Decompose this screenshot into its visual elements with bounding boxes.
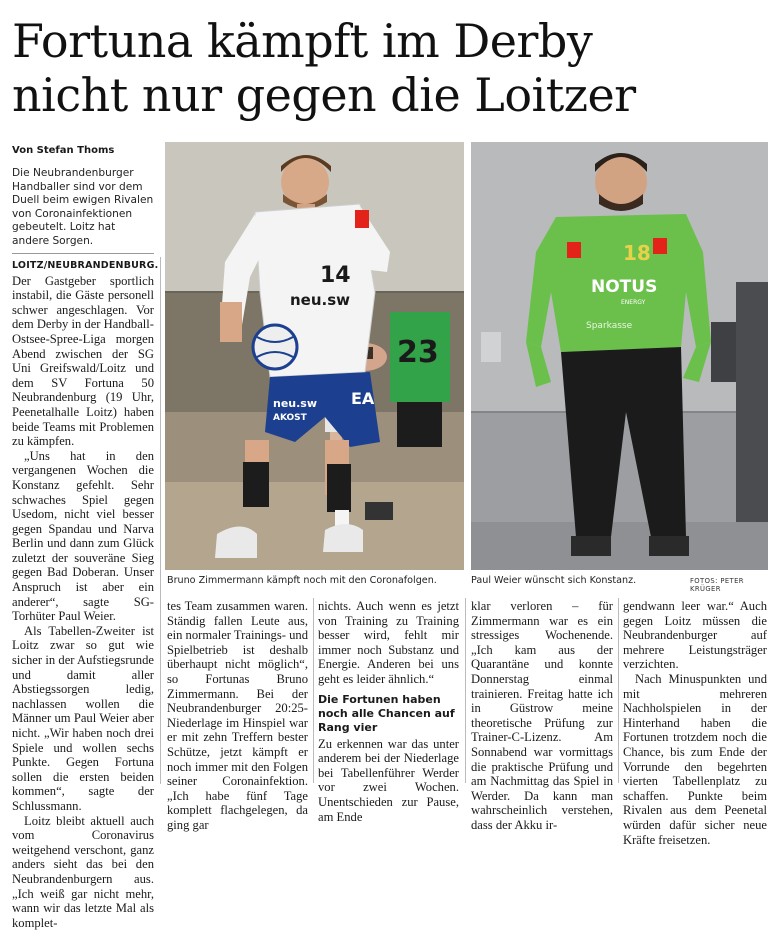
byline: Von Stefan Thoms (12, 145, 115, 156)
photo-paul-weier-image (471, 142, 768, 570)
headline-line-1: Fortuna kämpft im Derby (12, 14, 593, 68)
col3-paragraph-2: Zu erkennen war das unter anderem bei der Niederlage bei Tabellenführer Werder vor zwei Wochen. Unentschieden zur Pause, am Ende (318, 736, 459, 824)
col1-paragraph-2: „Uns hat in den vergangenen Wochen die Konstanz gefehlt. Sehr schwaches Spiel gegen Usedom, nicht viel besser gegen Spandau und Narva Berlin und dann zum Glück zuletzt der souveräne Sieg gegen Bad Doberan. Unser Anspruch ist aber ein anderer“, sagte SG-Torhüter Paul Weier. (12, 448, 154, 624)
gk-jersey-number: 18 (623, 241, 651, 265)
shorts-text: AKOST (273, 413, 307, 423)
article-column-2 (167, 599, 308, 833)
col1-paragraph-1: Der Gastgeber sportlich instabil, die Gäste personell schwer angeschlagen. Vor dem Derby in der Handball-Ostsee-Spree-Liga morgen Abend zwischen der SG Uni Greifswald/Loitz und dem SV Fortuna 50 Neubrandenburg (19 Uhr, Peenetalhalle Loitz) haben beide Teams mit Problemen zu kämpfen. (12, 273, 154, 449)
col5-paragraph-1: gendwann leer war.“ Auch gegen Loitz müssen die Neubrandenburger auf mehrere Leistungsträger verzichten. (623, 599, 767, 672)
jersey-number-14: 14 (320, 263, 351, 288)
col5-paragraph-2: Nach Minuspunkten und mit mehreren Nachholspielen in der Hinterhand haben die Fortunen trotzdem noch die Chance, bis zum Ende der Vorrunde den begehrten vierten Tabellenplatz zu schaffen. Punkte beim Rivalen aus dem Peenetal würden dafür sicher neue Kräfte freisetzen. (623, 671, 767, 847)
column-divider (313, 598, 314, 783)
col3-paragraph-1: nichts. Auch wenn es jetzt von Training zu Training besser wird, fehlt mir immer noch Substanz und Energie. Anderen bei uns geht es leider ähnlich.“ (318, 599, 459, 686)
dateline: LOITZ/NEUBRANDENBURG. (12, 260, 159, 271)
gk-jersey-text: Sparkasse (586, 321, 633, 331)
article-column-1 (12, 257, 159, 930)
shorts-side-text: EA (351, 389, 375, 408)
article-column-5 (623, 599, 767, 847)
headline-line-2: nicht nur gegen die Loitzer (12, 68, 636, 122)
headline (12, 14, 764, 122)
teaser: Die Neubrandenburger Handballer sind vor dem Duell beim ewigen Rivalen von Coronainfektionen gebeutelt. Loitz hat andere Sorgen. (12, 167, 154, 247)
column-divider (465, 598, 466, 783)
shorts-sponsor: neu.sw (273, 397, 318, 410)
column-divider (160, 257, 161, 784)
photo-bruno-zimmermann-image (165, 142, 464, 570)
jersey-sponsor: neu.sw (290, 291, 351, 309)
photo-1-caption: Bruno Zimmermann kämpft noch mit den Coronafolgen. (167, 575, 437, 586)
col1-paragraph-3: Als Tabellen-Zweiter ist Loitz zwar so gut wie sicher in der Aufstiegsrunde und damit aller Abstiegssorgen ledig, nachlassen wollen die Männer um Paul Weier aber nicht. „Wir haben noch drei Spiele und wollen sechs Punkte. Gegen Fortuna sollen die ersten beiden kommen“, sagte der Schlussmann. (12, 623, 154, 813)
photo-bruno-zimmermann (165, 142, 464, 570)
teaser-divider (12, 253, 154, 254)
col1-paragraph-4: Loitz bleibt aktuell auch vom Coronavirus weitgehend verschont, ganz anders sieht das bei den Neubrandenburgern aus. „Ich weiß gar nicht mehr, wann wir das letzte Mal als komplet- (12, 813, 154, 930)
gk-jersey-sponsor-sub: ENERGY (621, 299, 646, 306)
bg-player-number: 23 (397, 335, 439, 370)
gk-jersey-sponsor: NOTUS (591, 277, 658, 297)
photo-2-caption: Paul Weier wünscht sich Konstanz. (471, 575, 637, 586)
article-column-3 (318, 599, 459, 824)
article-column-4 (471, 599, 613, 833)
subheading: Die Fortunen haben noch alle Chancen auf Rang vier (318, 692, 455, 734)
photo-credit: FOTOS: PETER KRÜGER (690, 577, 744, 593)
col4-paragraph-1: klar verloren – für Zimmermann war es ein stressiges Wochenende. „Ich kam aus der Quarantäne und konnte Donnerstag einmal trainieren. Freitag hatte ich in Güstrow meine theoretische Prüfung zur Trainer-C-Lizenz. Am Sonnabend war vormittags die praktische Prüfung und am Nachmittag das Spiel in Werder. Da kann man wahrscheinlich verstehen, dass der Akku ir- (471, 599, 613, 832)
column-divider (618, 598, 619, 783)
photo-paul-weier (471, 142, 768, 570)
col2-paragraph-1: tes Team zusammen waren. Ständig fallen Leute aus, ein normaler Trainings- und Spielbetrieb ist deshalb überhaupt nicht möglich“, so Fortunas Bruno Zimmermann. Bei der Neubrandenburger 20:25-Niederlage im Hinspiel war er mit zehn Treffern bester Schütze, jetzt kämpft er noch immer mit den Folgen seiner Coronainfektion. „Ich habe fünf Tage komplett flachgelegen, da ging gar (167, 599, 308, 832)
